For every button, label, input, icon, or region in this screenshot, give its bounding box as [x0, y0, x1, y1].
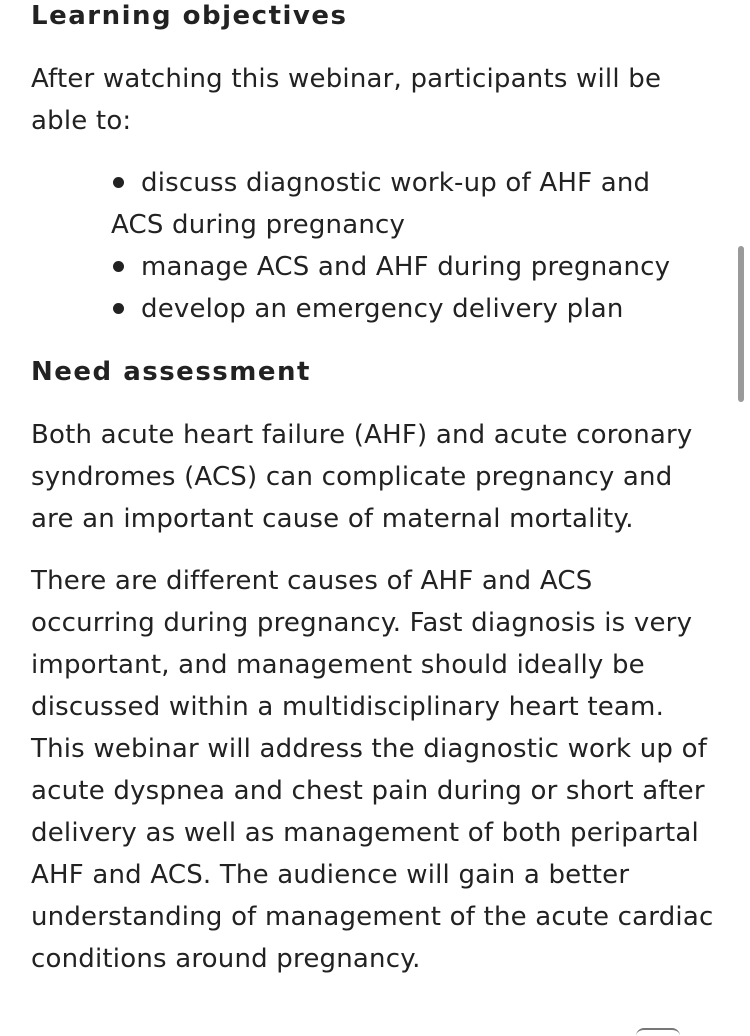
bullet-icon — [113, 177, 124, 188]
bullet-icon — [113, 303, 124, 314]
need-assessment-heading: Need assessment — [31, 357, 311, 387]
objective-text: discuss diagnostic work-up of AHF and — [141, 168, 651, 198]
need-paragraph: There are different causes of AHF and ACS occurring during pregnancy. Fast diagnosis is very important, and management should ideally be discussed within a multidisciplinary heart team. This webinar will address the diagnostic work up of acute dyspnea and chest pain during or short after delivery as well as management of both peripartal AHF and ACS. The audience will gain a better understanding of management of the acute cardiac conditions around pregnancy. — [31, 566, 714, 974]
list-item — [111, 246, 721, 288]
objective-text-continued: ACS during pregnancy — [111, 210, 406, 240]
need-paragraph: Both acute heart failure (AHF) and acute coronary syndromes (ACS) can complicate pregnancy and are an important cause of maternal mortality. — [31, 420, 693, 534]
bullet-icon — [113, 261, 124, 272]
objectives-list — [31, 162, 721, 330]
list-item — [111, 288, 721, 330]
objective-text: manage ACS and AHF during pregnancy — [141, 252, 671, 282]
learning-intro-text: After watching this webinar, participants will be able to: — [31, 64, 662, 136]
scrollbar-thumb[interactable] — [738, 246, 744, 402]
learning-objectives-heading: Learning objectives — [31, 1, 348, 31]
objective-text: develop an emergency delivery plan — [141, 294, 624, 324]
list-item — [111, 162, 721, 246]
article-content — [31, 0, 721, 980]
home-indicator — [636, 1028, 680, 1036]
